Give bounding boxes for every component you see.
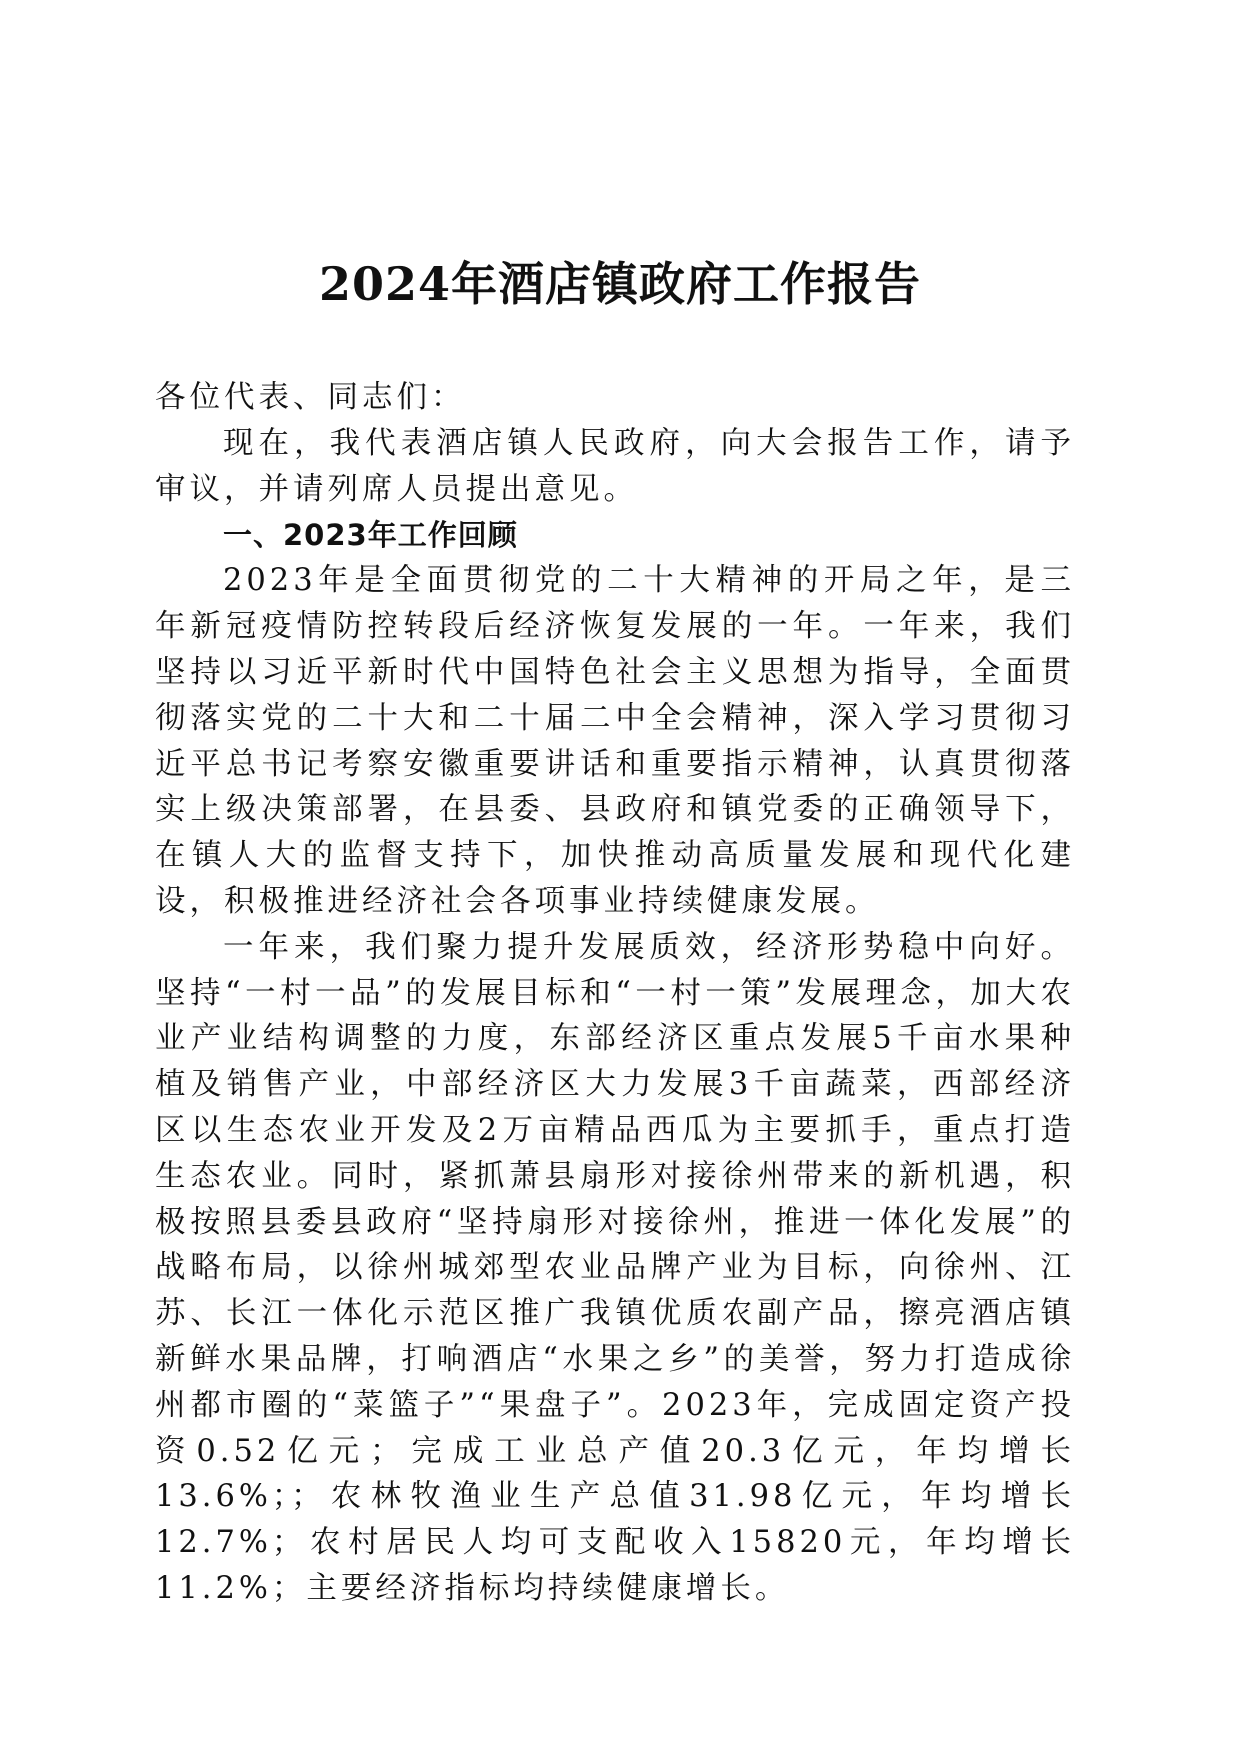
intro-paragraph: 现在，我代表酒店镇人民政府，向大会报告工作，请予审议，并请列席人员提出意见。 xyxy=(155,425,1075,507)
salutation: 各位代表、同志们： xyxy=(155,380,466,415)
body-paragraph-1: 2023年是全面贯彻党的二十大精神的开局之年，是三年新冠疫情防控转段后经济恢复发展的一年。一年来，我们坚持以习近平新时代中国特色社会主义思想为指导，全面贯彻落实党的二十大和二十届二中全会精神，深入学习贯彻习近平总书记考察安徽重要讲话和重要指示精神，认真贯彻落实上级决策部署，在县委、县政府和镇党委的正确领导下，在镇人大的监督支持下，加快推动高质量发展和现代化建设，积极推进经济社会各项事业持续健康发展。 xyxy=(155,563,1075,919)
document-title: 2024年酒店镇政府工作报告 xyxy=(318,257,922,311)
body-paragraph-2: 一年来，我们聚力提升发展质效，经济形势稳中向好。坚持“一村一品”的发展目标和“一村一策”发展理念，加大农业产业结构调整的力度，东部经济区重点发展5千亩水果种植及销售产业，中部经济区大力发展3千亩蔬菜，西部经济区以生态农业开发及2万亩精品西瓜为主要抓手，重点打造生态农业。同时，紧抓萧县扇形对接徐州带来的新机遇，积极按照县委县政府“坚持扇形对接徐州，推进一体化发展”的战略布局，以徐州城郊型农业品牌产业为目标，向徐州、江苏、长江一体化示范区推广我镇优质农副产品，擦亮酒店镇新鲜水果品牌，打响酒店“水果之乡”的美誉，努力打造成徐州都市圈的“菜篮子”“果盘子”。2023年，完成固定资产投资0.52亿元；完成工业总产值20.3亿元，年均增长13.6%；；农林牧渔业生产总值31.98亿元，年均增长12.7%；农村居民人均可支配收入15820元，年均增长11.2%；主要经济指标均持续健康增长。 xyxy=(155,929,1075,1606)
section-heading: 一、2023年工作回顾 xyxy=(223,518,518,553)
document-body xyxy=(155,375,1075,1612)
